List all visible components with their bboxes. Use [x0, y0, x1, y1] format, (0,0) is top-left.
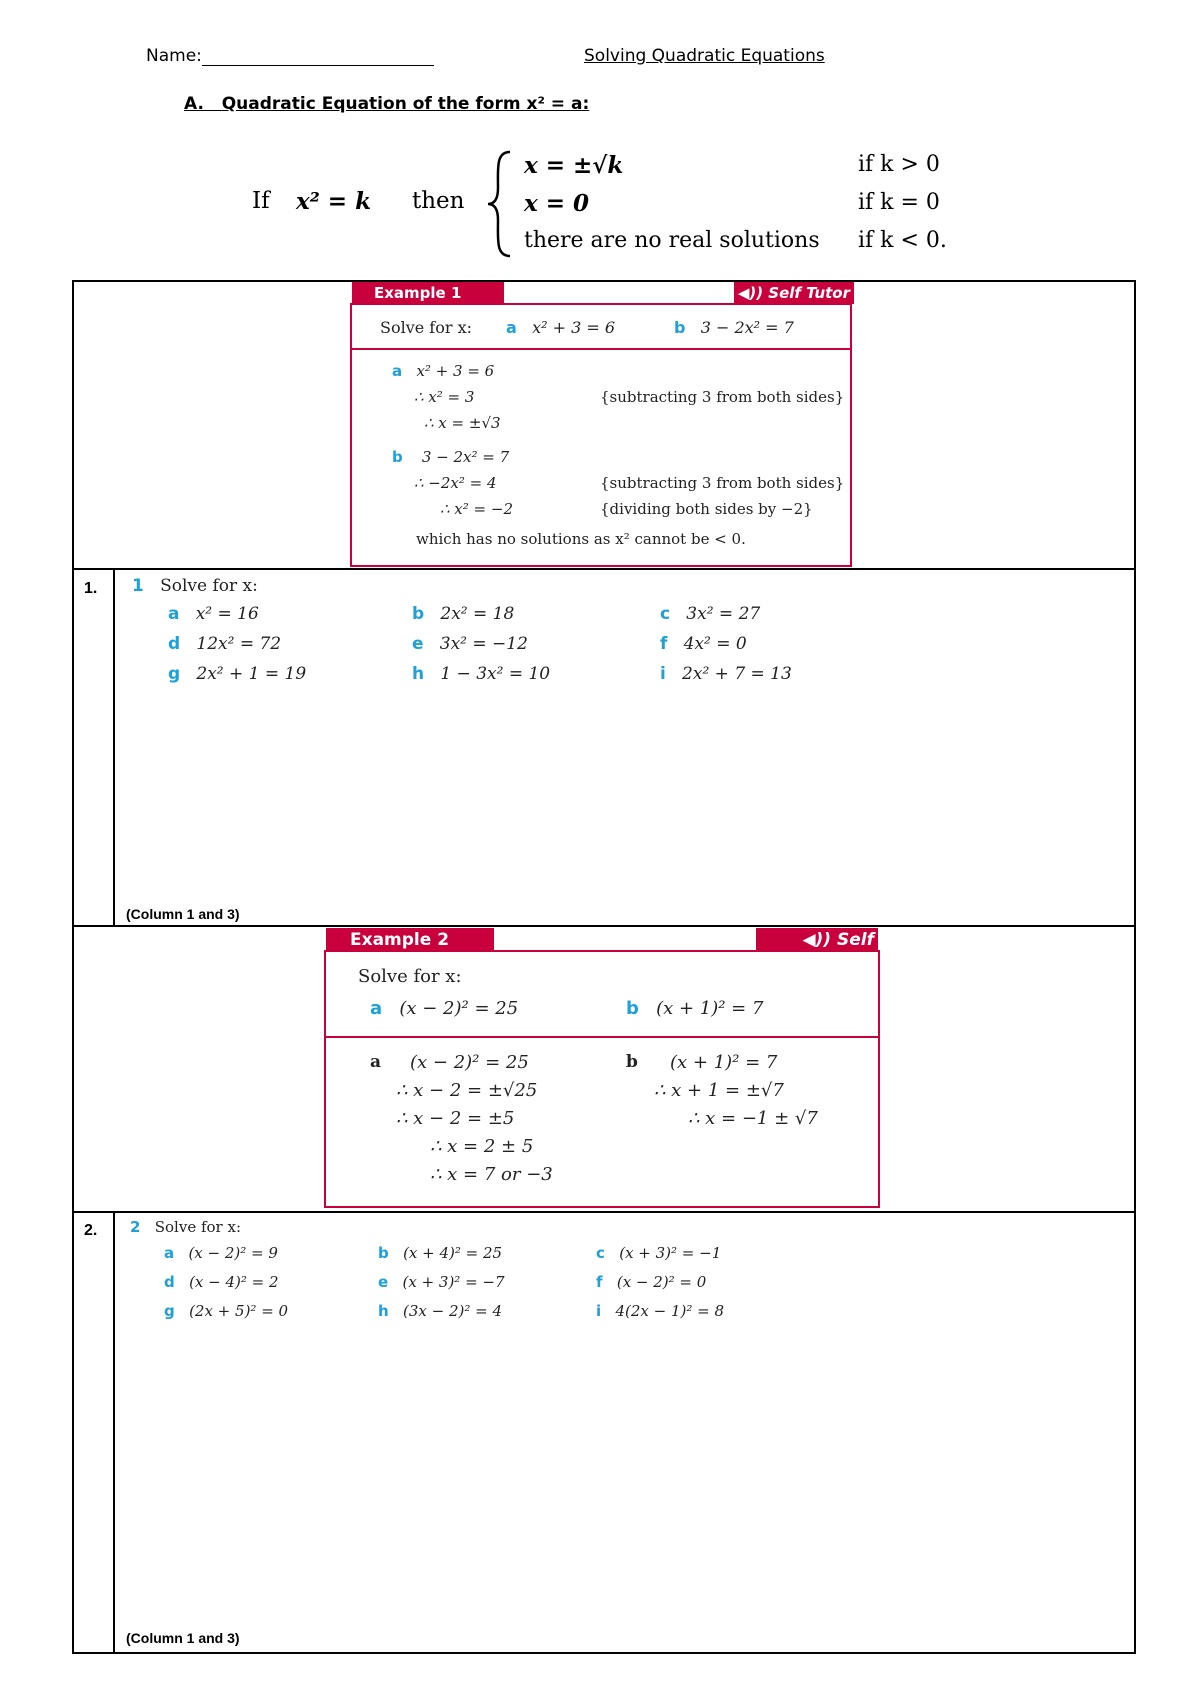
- example-2-sol-b-label: b: [626, 1052, 638, 1072]
- self-tutor-label: Self Tutor: [824, 930, 874, 974]
- question-1-number: 1.: [84, 580, 98, 597]
- question-1-item: g 2x² + 1 = 19: [168, 664, 307, 684]
- example-2-separator: [326, 1036, 878, 1038]
- row-divider: [72, 925, 1136, 927]
- question-1-prompt: 1 Solve for x:: [132, 576, 258, 596]
- question-1-item: f 4x² = 0: [660, 634, 747, 654]
- example-1-separator: [352, 348, 850, 350]
- question-2-item: g (2x + 5)² = 0: [164, 1302, 289, 1320]
- question-1-item: i 2x² + 7 = 13: [660, 664, 792, 684]
- example-1-box: [350, 303, 852, 567]
- self-tutor-badge[interactable]: [756, 928, 878, 974]
- rule-then: then: [412, 188, 465, 214]
- speaker-icon: ◀)): [737, 284, 769, 302]
- rule-case-1-expr: x = ±√k: [524, 152, 624, 179]
- example-1-part-a: a x² + 3 = 6: [506, 318, 616, 337]
- self-tutor-label: Self Tutor: [768, 284, 850, 302]
- question-2-item: a (x − 2)² = 9: [164, 1244, 278, 1262]
- rule-case-2-cond: if k = 0: [858, 190, 940, 215]
- column-divider: [113, 1211, 115, 1652]
- example-2-part-b: b (x + 1)² = 7: [626, 998, 764, 1019]
- rule-case-2-expr: x = 0: [524, 190, 590, 217]
- question-2-note: (Column 1 and 3): [126, 1630, 240, 1646]
- section-heading: [184, 94, 589, 114]
- question-2-item: i 4(2x − 1)² = 8: [596, 1302, 725, 1320]
- section-letter: A.: [184, 94, 204, 114]
- question-2-item: h (3x − 2)² = 4: [378, 1302, 503, 1320]
- example-2-box: [324, 950, 880, 1208]
- example-1-part-b: b 3 − 2x² = 7: [674, 318, 794, 337]
- example-2-sol-b-step: ∴ x + 1 = ±√7: [654, 1080, 784, 1101]
- row-divider: [72, 1211, 1136, 1213]
- example-1-step-note: {subtracting 3 from both sides}: [600, 388, 845, 406]
- question-2-item: b (x + 4)² = 25: [378, 1244, 503, 1262]
- name-blank-line[interactable]: [202, 49, 434, 66]
- example-1-step: b 3 − 2x² = 7: [392, 448, 510, 466]
- rule-if: If: [252, 188, 270, 214]
- name-label: Name:: [146, 46, 202, 66]
- column-divider: [113, 568, 115, 926]
- example-2-prompt: Solve for x:: [358, 966, 462, 987]
- rule-equation: x² = k: [296, 188, 372, 215]
- example-1-step: a x² + 3 = 6: [392, 362, 495, 380]
- example-1-conclusion: which has no solutions as x² cannot be < 0.: [416, 530, 746, 548]
- example-2-sol-a-step: ∴ x − 2 = ±5: [396, 1108, 515, 1129]
- question-2-item: e (x + 3)² = −7: [378, 1273, 505, 1291]
- question-2-item: c (x + 3)² = −1: [596, 1244, 722, 1262]
- example-2-sol-b-step: ∴ x = −1 ± √7: [688, 1108, 818, 1129]
- example-2-sol-a-label: a: [370, 1052, 382, 1072]
- rule-case-3-expr: there are no real solutions: [524, 228, 820, 253]
- example-2-sol-a-step: (x − 2)² = 25: [410, 1052, 529, 1073]
- rule-case-3-cond: if k < 0.: [858, 228, 947, 253]
- row-divider: [72, 568, 1136, 570]
- example-1-step: ∴ −2x² = 4: [414, 474, 497, 492]
- question-1-note: (Column 1 and 3): [126, 906, 240, 922]
- example-2-sol-a-step: ∴ x = 2 ± 5: [430, 1136, 534, 1157]
- speaker-icon: ◀)): [802, 930, 837, 950]
- question-1-item: d 12x² = 72: [168, 634, 282, 654]
- example-1-tag: Example 1: [352, 282, 504, 304]
- example-2-part-a: a (x − 2)² = 25: [370, 998, 519, 1019]
- example-1-step: ∴ x² = −2: [440, 500, 514, 518]
- page-title: Solving Quadratic Equations: [584, 46, 825, 66]
- question-1-item: e 3x² = −12: [412, 634, 528, 654]
- question-2-item: f (x − 2)² = 0: [596, 1273, 707, 1291]
- self-tutor-badge[interactable]: [734, 282, 854, 304]
- question-1-item: b 2x² = 18: [412, 604, 515, 624]
- left-brace-icon: [486, 148, 516, 260]
- question-1-item: a x² = 16: [168, 604, 259, 624]
- example-2-sol-a-step: ∴ x = 7 or −3: [430, 1164, 553, 1185]
- example-2-tag: Example 2: [326, 928, 494, 952]
- question-1-item: c 3x² = 27: [660, 604, 761, 624]
- example-2-sol-b-step: (x + 1)² = 7: [670, 1052, 778, 1073]
- example-1-step: ∴ x = ±√3: [424, 414, 501, 432]
- question-2-item: d (x − 4)² = 2: [164, 1273, 279, 1291]
- section-title: Quadratic Equation of the form x² = a:: [221, 94, 590, 114]
- name-label-row: [146, 46, 434, 66]
- example-1-prompt: Solve for x:: [380, 318, 473, 337]
- example-2-sol-a-step: ∴ x − 2 = ±√25: [396, 1080, 538, 1101]
- question-2-number: 2.: [84, 1222, 98, 1239]
- example-1-step-note: {dividing both sides by −2}: [600, 500, 813, 518]
- rule-case-1-cond: if k > 0: [858, 152, 940, 177]
- question-1-item: h 1 − 3x² = 10: [412, 664, 551, 684]
- example-1-step-note: {subtracting 3 from both sides}: [600, 474, 845, 492]
- question-2-prompt: 2 Solve for x:: [130, 1218, 242, 1236]
- example-1-step: ∴ x² = 3: [414, 388, 475, 406]
